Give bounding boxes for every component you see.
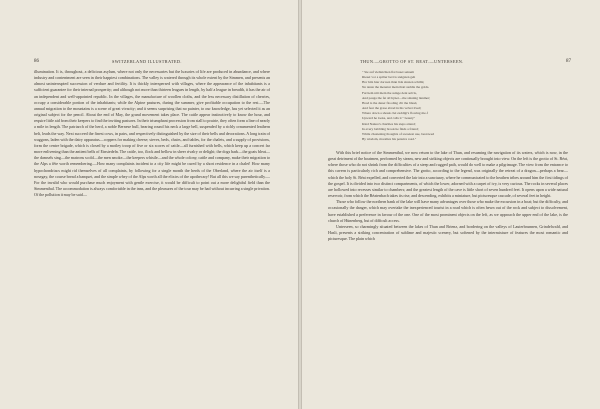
page-number: 86: [34, 59, 39, 64]
verse-line: Hosd is the dener flooding clit the blusd,: [362, 100, 418, 105]
verse-line: Kind Nature's charities his steps attend;: [362, 121, 416, 126]
body-text: [328, 150, 568, 242]
running-head: THUN.—GROTTO OF ST. BEAT.—UNTERSEEN.: [360, 59, 464, 64]
paragraph: Those who follow the northern bank of the lake will have many advantages over those who make the excursion in a boat; but the difficulty, and occasionally the danger, which may overtake the inexperienced tourist in a road which is often hewn out of the rock and subject to dissolvement, have established a preference in favour of the one. One of the most prominent objects on the left, as we approach the upper end of the lake, is the church of Hünenberg, but of difficult access.: [328, 199, 568, 223]
verse-line: " Sie auf vielleichten fist buset seinem: [362, 70, 415, 74]
paragraph: illumination. It is, throughout, a delicious asylum, where not only the necessaries but the luxuries of life are produced in abundance, and where industry and contentment are seen in their happiest combinations. The valley is watered through its whole extent by the Simmen, and presents an almost uninterrupted succession of verdure and fertility. It is thickly interspersed with villages, where the appearance of the inhabitants is a sufficient guarantee for their internal prosperity; and although not more than thirteen leagues in length, by half a league in breadth, it has the air of an independent and well-appointed republic. In the villages, the manufacture of woollen cloths, and the less necessary distillation of cherries, occupy a considerable portion of the inhabitants; while the Alpine pastures, during the summer, give profitable occupation to the rest.—The annual migration to the mountains is a scene of great vivacity; and it seems surprising that no painter, to our knowledge, has yet selected it as an original subject for the pencil. About the end of May, the grand movement takes place. The cattle appear instinctively to know the hour, and require little aid from their keepers to find the inviting pastures. In their triumphant procession from stall to prairie, they often form a line of nearly a mile in length. The patriarch of the herd, a noble Bernese bull, bearing round his neck a large bell, suspended by a richly ornamented leathern belt, leads the way. Next succeed the finest cows, in pairs, and respectively distinguished by the size of their bells and decorations. A long train of waggons, laden with the dairy apparatus—coppers for making cheese; sieves, beds, chairs, and tables, for the chalets, and a supply of provisions, form the centre brigade, which is closed by a motley troop of five or six scores of cattle—all furnished with bells, which keep up a concert far more enlivening than the antient bells of Einsiedeln. The cattle, too, flock and bellow in sheer rivalry or delight; the dogs bark—the goats bleat—the damsels sing—the matrons scold—the men smoke—the keepers whistle—and the whole colony, cattle and company, make their migration to the Alps a fête worth remembering.—How many complaints incident to a city life might be cured by a short residence in a chalet! How many hypochondriacs might rid themselves of all complaints, by following for a single month the herds of the Oberland, where the air itself is a nosegay, the course bread a banquet, and the simple whey of the Alps worth all the elixirs of the apothecary! But all this we say parenthetically.—For the invalid who would purchase much enjoyment with gentle exercise, it would be difficult to point out a more delightful field than the Simmenthal. The accommodation is always comfortable in the inns, and the pleasures of the tour may be had without incurring a single privation. Of the pollution it may be said—: [34, 69, 270, 198]
verse-line: Upward he looks, and calls it " beauty": [362, 116, 416, 121]
verse-line: Where down a shouk clet zeddigt's flowing me-f: [362, 111, 428, 116]
verse-quotation: [362, 70, 434, 142]
verse-line: Fur hem niit mein the ssinge dent selvts,: [362, 90, 417, 95]
page-number: 87: [566, 59, 571, 64]
body-text: [34, 69, 270, 198]
running-head: SWITZERLAND ILLUSTRATED.: [112, 59, 182, 64]
verse-line: By wisdom, moralize his pensive road.": [362, 137, 417, 142]
right-page: [302, 0, 600, 409]
verse-line: And pauga the fet all hyner—the sinsinig lienmer;: [362, 95, 431, 100]
paragraph: With this brief notice of the Simmenthal, we now return to the lake of Thun, and resuming the navigation of its waters, which is now, in the great detriment of the boatmen, performed by steam, new and striking objects are continually brought into view. On the left is the grotto of St. Béat, where those who do not shrink from the difficulties of a steep and rugged path, would do well to make a pilgrimage. The view from the entrance to this cavern is particularly rich and comprehensive. The grotto, according to the legend, was originally the retreat of a dragon—perhaps a bear—which the holy St. Béat expelled, and converted the lair into a sanctuary, where he communicated to the heathen tribes around him the first tidings of the gospel. It is divided into two distinct compartments, of which the lower, adorned with a carpet of ivy, is very curious. The rocks in several places are hollowed into recesses similar to chambers; and the greatest length of the cave is little short of seven hundred feet. It opens upon a wide natural reservoir, from which the Béatenbach takes its rise, and descending, exhibits a miniature, but picturesque cascade, of several feet in height.: [328, 150, 568, 199]
verse-line: While chastening thoughts of sweetest use, bestowed: [362, 131, 435, 136]
paragraph: Unterseen, so charmingly situated between the lakes of Thun and Brienz, and bordering on the valleys of Lauterbrunnen, Grindelwald, and Hasli, presents a striking concentration of sublime and majestic scenery, but softened by the intermixture of features the most romantic and picturesque. The plain which: [328, 223, 568, 242]
left-page: [0, 0, 298, 409]
verse-line: In every babbling brook he finds a friend;: [362, 126, 419, 131]
verse-line: Rieset vor a spilter beri is steigsten geh: [362, 75, 416, 80]
verse-line: And fear the grase abrad in his velvet tived;: [362, 106, 422, 111]
verse-line: Hor hiiz hier dorwen ihnn lida sinsten schilln;: [362, 80, 425, 85]
verse-line: Ne tansn the menatur mein thatt stehlle the golds.: [362, 85, 430, 90]
